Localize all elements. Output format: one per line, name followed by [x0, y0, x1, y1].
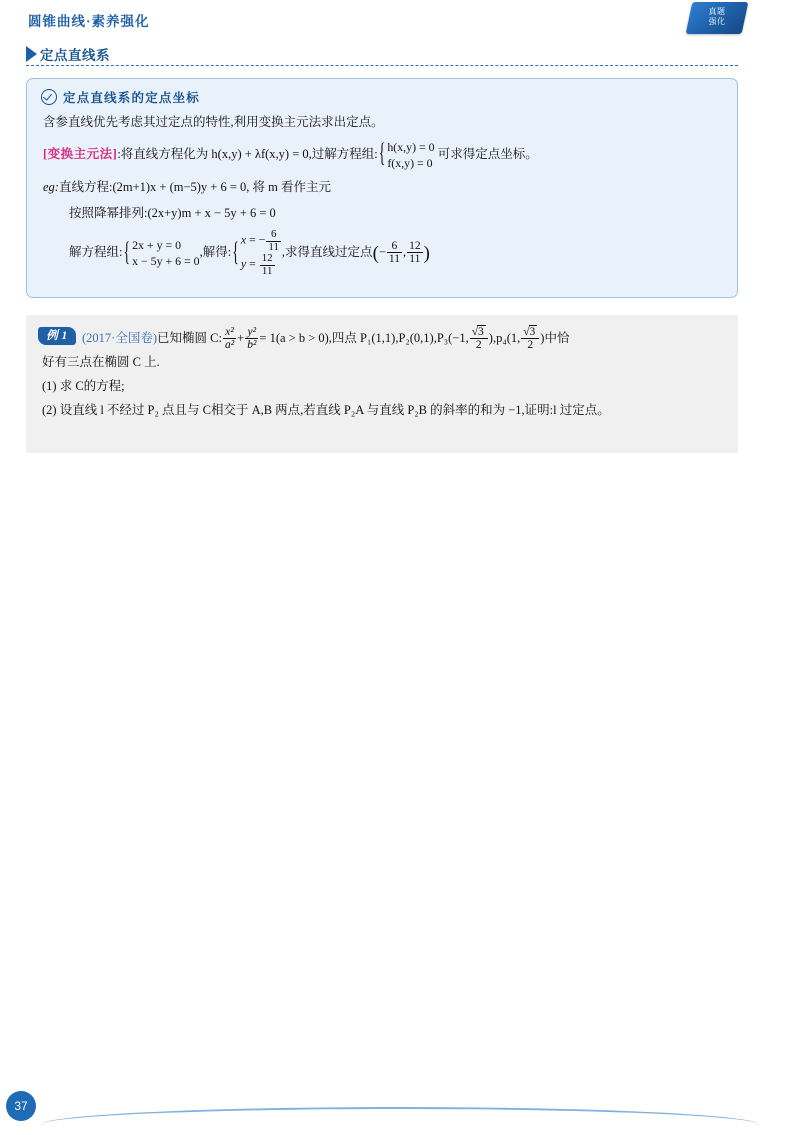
- example-number-tag: 例 1: [38, 327, 76, 345]
- kb-line-3-text: 直线方程:(2m+1)x + (m−5)y + 6 = 0, 将 m 看作主元: [58, 179, 332, 194]
- p3-den: 2: [470, 338, 488, 351]
- footer-arc: [40, 1107, 760, 1125]
- paren-right: ): [423, 242, 430, 264]
- section-divider: [26, 65, 738, 66]
- method-tag: [变换主元法]: [43, 146, 118, 161]
- point-x-den: 11: [388, 253, 400, 266]
- point-y-num: 12: [409, 240, 421, 253]
- section-heading: [26, 44, 738, 66]
- brace-icon-3: {: [232, 236, 239, 267]
- p3-sqrt: √3: [471, 326, 484, 338]
- kb-line-1: 含参直线优先考虑其过定点的特性,利用变换主元法求出定点。: [43, 115, 384, 129]
- example-question-1: (1) 求 C的方程;: [42, 378, 125, 393]
- ellipse-frac1-den: a²: [224, 339, 235, 352]
- example-source: (2017·全国卷): [82, 330, 157, 345]
- kb-line-4: 按照降幂排列:(2x+y)m + x − 5y + 6 = 0: [69, 205, 276, 220]
- kb-line-5-prefix: 解方程组:: [69, 245, 123, 260]
- example-stem-d: ),p₄(1,: [488, 330, 521, 345]
- example-question-2: (2) 设直线 l 不经过 P₂ 点且与 C相交于 A,B 两点,若直线 P₂A 与直线 P₂B 的斜率的和为 −1,证明:l 过定点。: [42, 402, 610, 417]
- kb-solution-x: x = − $\frac{6}{11}$: [240, 228, 279, 253]
- sol-y-num: 12: [261, 252, 273, 265]
- kb-eg-label: eg:: [43, 179, 59, 194]
- knowledge-box-title-row: [41, 88, 200, 106]
- section-heading-label: 定点直线系: [40, 48, 110, 63]
- corner-badge-line2: 强化: [708, 17, 726, 26]
- kb-line-5-tail: ,求得直线过定点: [281, 245, 373, 260]
- kb-system-2: [132, 237, 200, 269]
- point-y-den: 11: [407, 252, 423, 265]
- kb-line-3: [43, 178, 725, 197]
- kb-system-2-row2: x − 5y + 6 = 0: [132, 254, 200, 269]
- kb-system-2-row1: 2x + y = 0: [132, 238, 182, 253]
- corner-badge-line1: 真题: [708, 7, 726, 16]
- triangle-right-icon: [26, 46, 37, 62]
- p4-den: 2: [521, 338, 539, 351]
- page-number-badge: 37: [6, 1091, 36, 1121]
- knowledge-box-title: 定点直线系的定点坐标: [63, 91, 201, 105]
- example-stem-line-2: 好有三点在椭圆 C 上.: [42, 355, 160, 370]
- sol-y-den: 11: [260, 265, 275, 277]
- kb-line-2-text-a: :将直线方程化为 h(x,y) + λf(x,y) = 0,过解方程组:: [117, 146, 378, 161]
- point-x-num: 6: [391, 240, 398, 253]
- example-stem-a: 已知椭圆 C:: [157, 330, 222, 345]
- corner-badge-text: [689, 2, 745, 34]
- example-stem-line-1: [82, 325, 728, 351]
- knowledge-box: [26, 78, 738, 298]
- ellipse-frac2-den: b²: [247, 339, 257, 352]
- ellipse-plus: +: [237, 330, 245, 345]
- ellipse-frac1-num: x²: [225, 326, 234, 338]
- p4-sqrt: √3: [523, 326, 536, 338]
- corner-badge: [689, 2, 749, 36]
- kb-system-1: [387, 139, 434, 171]
- example-stem-f: )中恰: [540, 330, 570, 345]
- paren-left: (: [372, 242, 379, 264]
- knowledge-box-body: [43, 111, 725, 284]
- brace-icon-2: {: [123, 236, 131, 267]
- example-stem-b: = 1(a > b > 0),四点 P₁(1,1),P₂(0,1),P₃(−1,: [259, 330, 469, 345]
- kb-system-1-row2: f(x,y) = 0: [387, 155, 433, 170]
- kb-solution-y: y = $\frac{12}{11}$: [240, 252, 273, 277]
- kb-system-1-row1: h(x,y) = 0: [387, 139, 435, 154]
- sol-x-num: 6: [270, 228, 277, 241]
- check-circle-icon: [41, 89, 57, 105]
- page-header-title: 圆锥曲线·素养强化: [28, 14, 150, 29]
- kb-line-2: [43, 139, 725, 171]
- kb-line-5-mid: ,解得:: [199, 245, 232, 260]
- sol-x-den: 11: [268, 240, 279, 253]
- kb-line-2-text-b: 可求得定点坐标。: [437, 146, 538, 161]
- example-box: [26, 315, 738, 453]
- ellipse-frac2-num: y²: [247, 326, 257, 338]
- kb-line-5: 解方程组:{ 2x + y = 0 x − 5y + 6 = 0 ,解得:{ x = − $\frac{6}{11}$ y = $\frac{12}{11}$ ,求得直线过定点(− $\frac{6}{11}$ , $\frac{12}{11}$ ): [69, 228, 430, 277]
- kb-solution-system: [241, 229, 282, 277]
- footer-divider: [0, 1115, 785, 1125]
- brace-icon-1: {: [378, 138, 386, 169]
